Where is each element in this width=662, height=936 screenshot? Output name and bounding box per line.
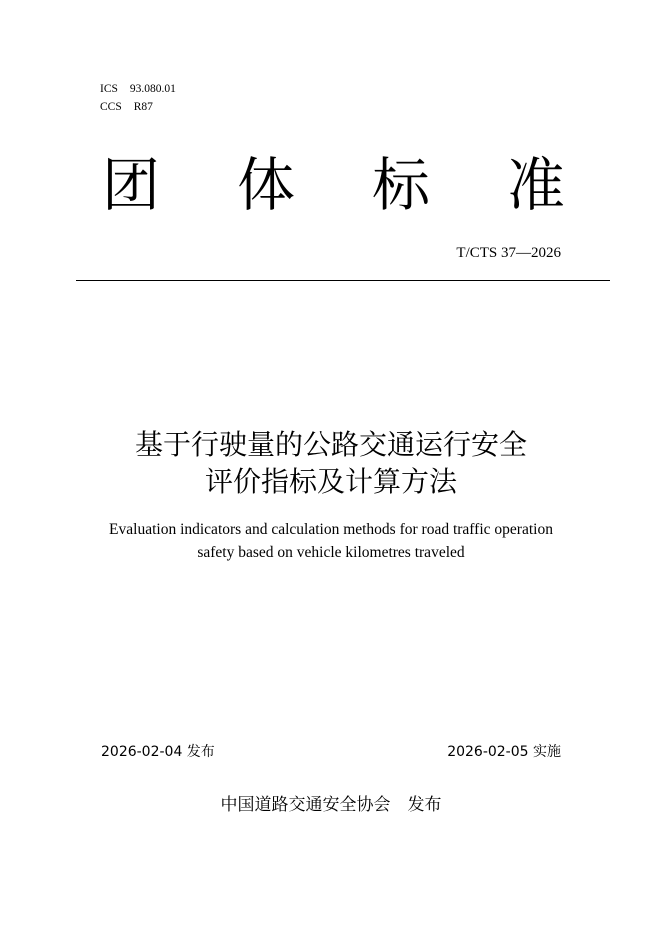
ics-label: ICS <box>100 83 118 95</box>
ccs-code: R87 <box>133 101 153 113</box>
implementation-date: 2026-02-05 实施 <box>447 744 561 760</box>
document-type-heading <box>100 152 570 218</box>
heading-char-2: 体 <box>236 151 295 219</box>
publisher-line: 中国道路交通安全协会 发布 <box>220 795 442 815</box>
english-title <box>0 518 662 564</box>
classification-codes <box>100 80 176 116</box>
heading-char-1: 团 <box>101 151 160 219</box>
english-title-line-2: safety based on vehicle kilometres traveled <box>197 544 465 561</box>
chinese-title <box>0 426 662 500</box>
ics-row <box>100 80 176 98</box>
publish-date: 2026-02-04 发布 <box>101 744 215 760</box>
ccs-label: CCS <box>100 101 122 113</box>
ics-code: 93.080.01 <box>129 83 176 95</box>
chinese-title-line-2: 评价指标及计算方法 <box>204 465 457 498</box>
heading-char-3: 标 <box>371 151 430 219</box>
standard-number: T/CTS 37—2026 <box>456 245 561 261</box>
chinese-title-line-1: 基于行驶量的公路交通运行安全 <box>134 428 527 461</box>
english-title-line-1: Evaluation indicators and calculation methods for road traffic operation <box>109 521 553 538</box>
heading-char-4: 准 <box>506 151 565 219</box>
ccs-row <box>100 98 176 116</box>
header-divider <box>76 280 610 281</box>
